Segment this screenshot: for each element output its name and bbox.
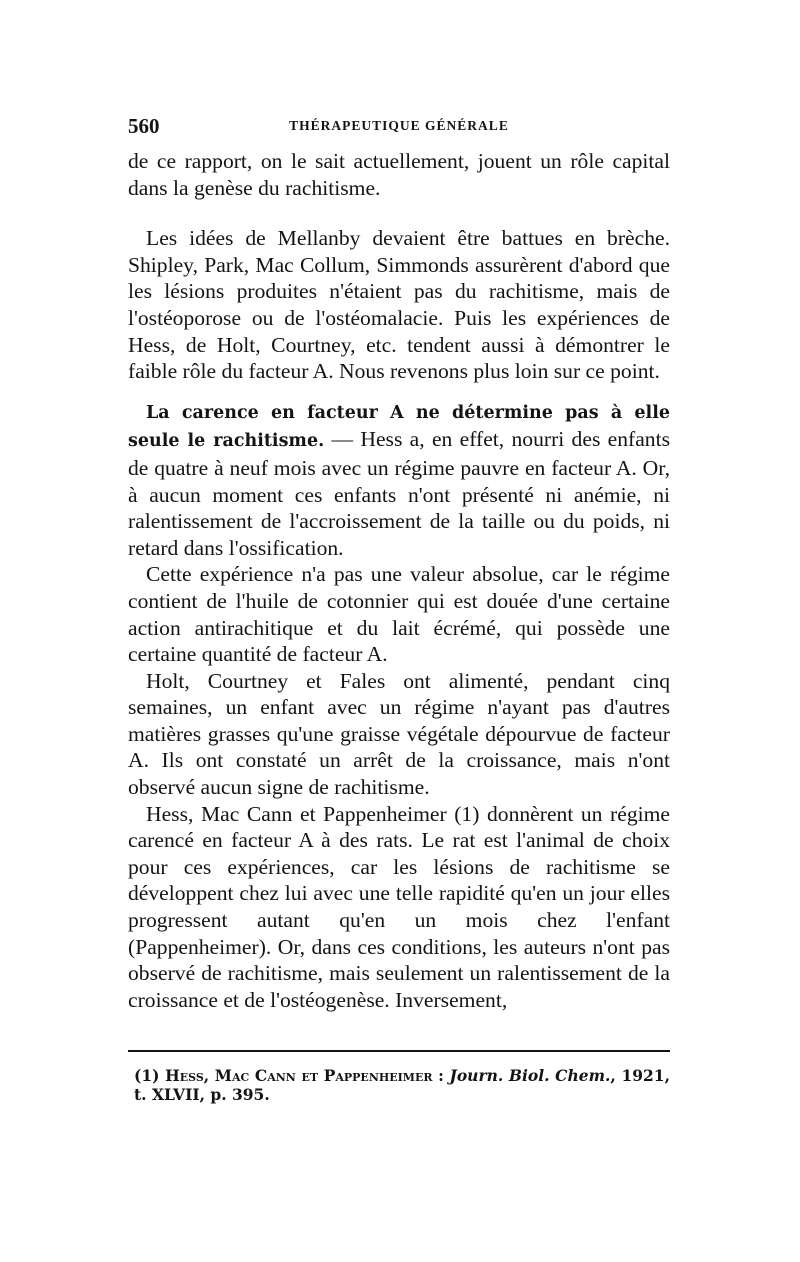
- footnote-rule: [128, 1050, 670, 1052]
- footnote-journal: Journ. Biol. Chem.: [449, 1066, 611, 1085]
- footnote-marker: (1): [134, 1066, 160, 1085]
- footnote-details: , 1921, t. XLVII, p. 395.: [134, 1066, 670, 1104]
- paragraph-6: Hess, Mac Cann et Pappenheimer (1) donnèrent un régime carencé en facteur A à des rats. Le rat est l'animal de choix pour ces expériences, car les lésions de rachitisme se développent chez lui avec une telle rapidité qu'en un jour elles progressent autant qu'en un mois chez l'enfant (Pappenheimer). Or, dans ces conditions, les auteurs n'ont pas observé de rachitisme, mais seulement un ralentissement de la croissance et de l'ostéogenèse. Inversement,: [128, 801, 670, 1012]
- footnote-colon: :: [432, 1066, 450, 1085]
- page-number: 560: [128, 114, 160, 138]
- paragraph-1: de ce rapport, on le sait actuellement, jouent un rôle capital dans la genèse du rachitisme.: [128, 149, 670, 200]
- paragraph-5: Holt, Courtney et Fales ont alimenté, pendant cinq semaines, un enfant avec un régime n'ayant pas d'autres matières grasses qu'une graisse végétale dépourvue de facteur A. Ils ont constaté un arrêt de la croissance, mais n'ont observé aucun signe de rachitisme.: [128, 668, 670, 800]
- footnote: [134, 1066, 670, 1104]
- paragraph-4: Cette expérience n'a pas une valeur absolue, car le régime contient de l'huile de cotonnier qui est douée d'une certaine action antirachitique et du lait écrémé, qui possède une certaine quantité de facteur A.: [128, 562, 670, 667]
- paragraph-3: [128, 398, 670, 562]
- section-heading: La carence en facteur A ne détermine pas à elle seule le rachitisme.: [128, 402, 670, 452]
- paragraph-2: Les idées de Mellanby devaient être battues en brèche. Shipley, Park, Mac Collum, Simmonds assurèrent d'abord que les lésions produites n'étaient pas du rachitisme, mais de l'ostéoporose ou de l'ostéomalacie. Puis les expériences de Hess, de Holt, Courtney, etc. tendent aussi à démontrer le faible rôle du facteur A. Nous revenons plus loin sur ce point.: [128, 226, 670, 384]
- paragraph-3-text: — Hess a, en effet, nourri des enfants de quatre à neuf mois avec un régime pauvre en facteur A. Or, à aucun moment ces enfants n'ont présenté ni anémie, ni ralentissement de l'accroissement de la taille ou du poids, ni retard dans l'ossification.: [128, 427, 671, 560]
- page-header: [128, 114, 670, 144]
- running-head: THÉRAPEUTIQUE GÉNÉRALE: [289, 118, 509, 133]
- body-text: [128, 148, 670, 1013]
- footnote-authors: Hess, Mac Cann et Pappenheimer: [165, 1066, 433, 1085]
